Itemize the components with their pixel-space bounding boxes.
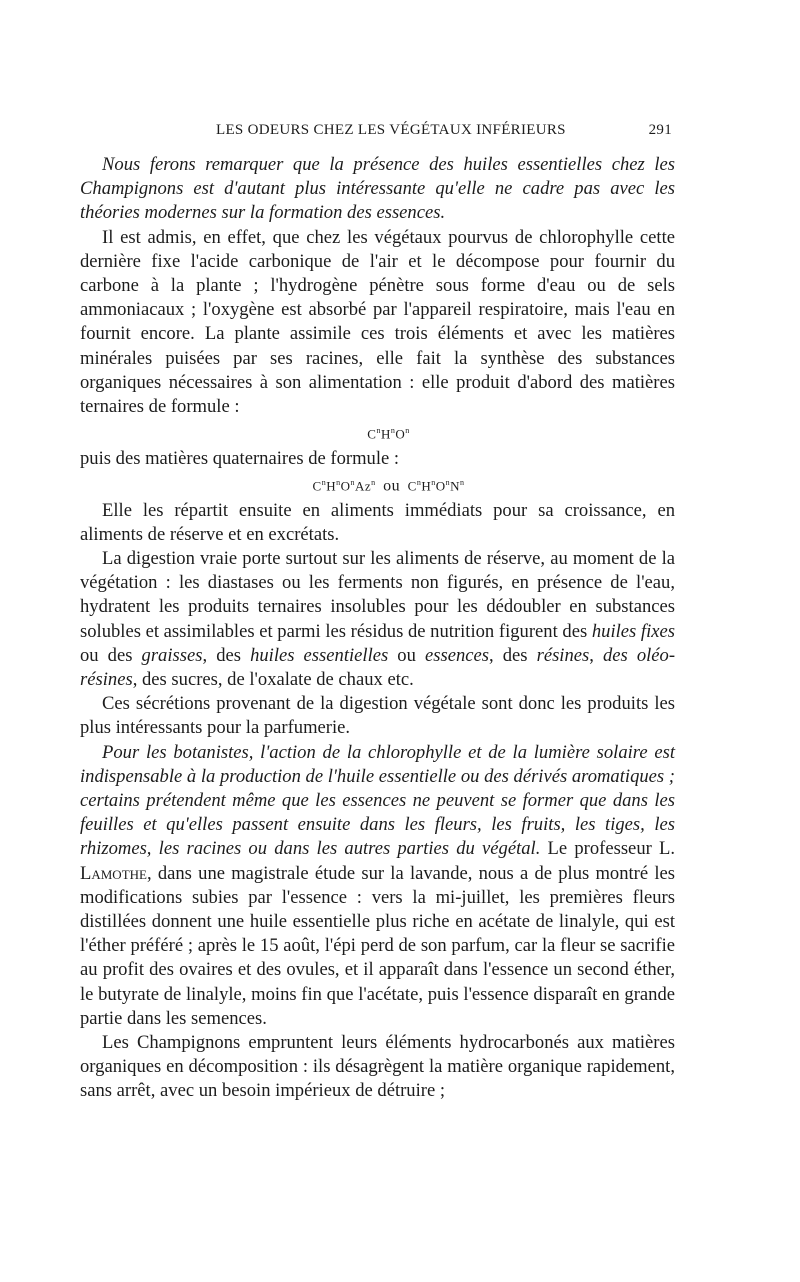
- running-title: LES ODEURS CHEZ LES VÉGÉTAUX INFÉRIEURS: [216, 122, 566, 138]
- paragraph-1: [80, 153, 675, 226]
- paragraph-6: Ces sécrétions provenant de la digestion végétale sont donc les produits les plus intéressants pour la parfumerie.: [80, 693, 675, 739]
- paragraph-2: Il est admis, en effet, que chez les végétaux pourvus de chlorophylle cette dernière fixe l'acide carbonique de l'air et le décompose pour fournir du carbone à la plante ; l'hydrogène pénètre sous forme d'eau ou de sels ammoniacaux ; l'oxygène est absorbé par l'appareil respiratoire, mais l'eau en fournit encore. La plante assimile ces trois éléments et avec les matières minérales puisées par ses racines, elle fait la synthèse des substances organiques nécessaires à son alimentation : elle produit d'abord des matières ternaires de formule :: [80, 226, 675, 418]
- paragraph-7: Pour les botanistes, l'action de la chlorophylle et de la lumière solaire est indispensable à la production de l'huile essentielle ou des dérivés aromatiques ; certains prétendent même que les essences ne peuvent se former que dans les feuilles et qu'elles passent ensuite dans les fleurs, les fruits, les tiges, les rhizomes, les racines ou dans les autres parties du végétal. Le professeur L. Lamothe, dans une magistrale étude sur la lavande, nous a de plus montré les modifications subies par l'essence : vers la mi-juillet, les premières fleurs distillées donnent une huile essentielle plus riche en acétate de linalyle, qui est l'éther préféré ; après le 15 août, l'épi perd de son parfum, car la fleur se sacrifie au profit des ovaires et des ovules, et il apparaît dans l'essence un second éther, le butyrate de linalyle, moins fin que l'acétate, puis l'essence disparaît en grande partie dans les semences.: [80, 741, 676, 1029]
- page-body: [80, 153, 675, 1104]
- paragraph-3: puis des matières quaternaires de formule :: [80, 447, 400, 469]
- author-name: Lamothe: [80, 862, 147, 884]
- formula-quaternary: $C^nH^nO^nAz^n$ ou $C^nH^nO^nN^n$: [312, 477, 465, 495]
- running-header: [86, 122, 672, 142]
- italic-text: Nous ferons remarquer que la présence des huiles essentielles chez les Champignons est d'autant plus intéressante qu'elle ne cadre pas avec les théories modernes sur la formation des essences.: [80, 154, 675, 224]
- paragraph-5: La digestion vraie porte surtout sur les aliments de réserve, au moment de la végétation : les diastases ou les ferments non figurés, en présence de l'eau, hydratent les produits ternaires insolubles pour les dédoubler en substances solubles et assimilables et parmi les résidus de nutrition figurent des huiles fixes ou des graisses, des huiles essentielles ou essences, des résines, des oléo-résines, des sucres, de l'oxalate de chaux etc.: [80, 547, 676, 690]
- page-number: 291: [648, 122, 672, 138]
- paragraph-8: Les Champignons empruntent leurs éléments hydrocarbonés aux matières organiques en décomposition : ils désagrègent la matière organique rapidement, sans arrêt, avec un besoin impérieux de détruire ;: [80, 1031, 675, 1102]
- formula-ternary: $C^nH^nO^n$: [367, 426, 410, 442]
- paragraph-4: Elle les répartit ensuite en aliments immédiats pour sa croissance, en aliments de réserve et en excrétats.: [80, 499, 675, 545]
